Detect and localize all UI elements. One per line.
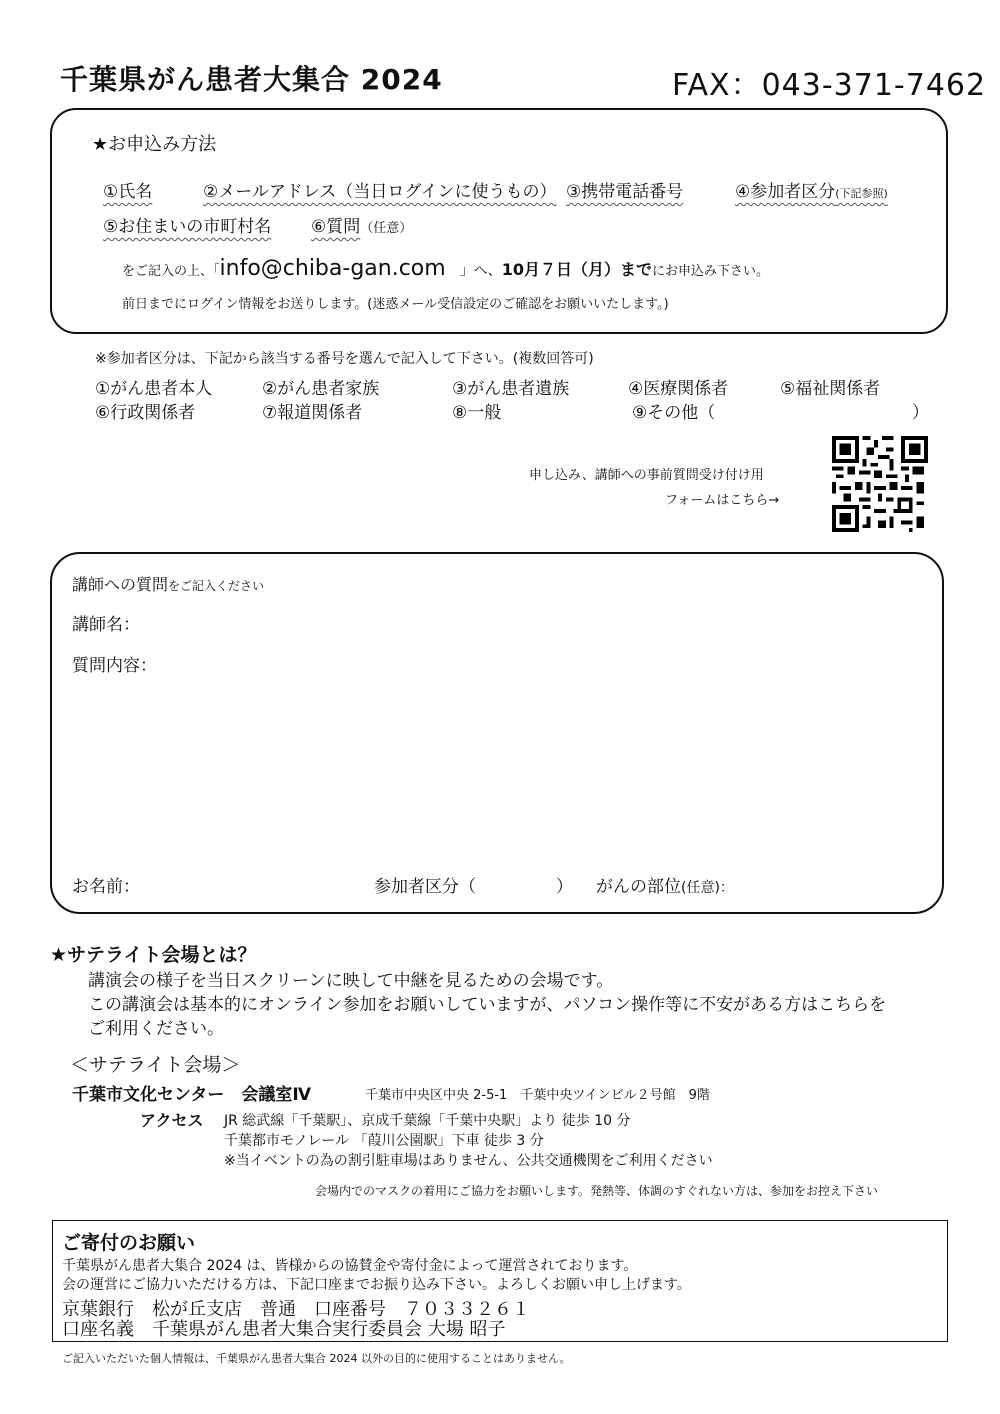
participant-category-close: ） [556,877,573,897]
item-question-label: ⑥質問 [311,217,361,237]
submit-instruction [122,256,769,281]
category-7: ⑦報道関係者 [262,403,363,423]
account-holder: 口座名義 千葉県がん患者大集合実行委員会 大場 昭子 [62,1319,506,1340]
instruction-mid: 」へ、 [459,263,502,279]
page-title: 千葉県がん患者大集合 2024 [60,63,443,96]
lecturer-name-label: 講師名： [72,615,140,635]
item-category-note: (下記参照) [835,187,888,200]
donation-para-1: 千葉県がん患者大集合 2024 は、皆様からの協賛金や寄付金によって運営されております。 [62,1258,638,1274]
item-category-label: ④参加者区分 [735,182,836,202]
name-label: お名前： [72,877,140,897]
qr-code[interactable] [832,436,928,532]
question-heading-main: 講師への質問 [72,575,169,594]
instruction-prefix: をご記入の上、「 [122,264,220,279]
privacy-footer: ご記入いただいた個人情報は、千葉県がん患者大集合 2024 以外の目的に使用することはありません。 [62,1352,571,1365]
category-1: ①がん患者本人 [95,379,213,399]
category-9-close: ） [912,403,929,423]
category-5: ⑤福祉関係者 [780,379,881,399]
item-phone: ③携帯電話番号 [566,182,684,202]
donation-heading: ご寄付のお願い [62,1232,196,1254]
donation-para-2: 会の運営にご協力いただける方は、下記口座までお振り込み下さい。よろしくお願い申し上げます。 [62,1277,691,1293]
item-question-note: （任意） [360,221,413,236]
access-line-1: JR 総武線「千葉駅」、京成千葉線「千葉中央駅」より 徒歩 10 分 [224,1113,631,1129]
category-2: ②がん患者家族 [262,379,380,399]
satellite-para-3: ご利用ください。 [88,1019,224,1039]
fax-number: FAX：043-371-7462 [672,68,987,103]
contact-email[interactable]: info@chiba-gan.com [219,256,446,281]
venue-heading: ＜サテライト会場＞ [70,1054,241,1076]
item-question [311,212,412,237]
access-label: アクセス [140,1111,204,1130]
venue-address: 千葉市中央区中央 2-5-1 千葉中央ツインビル２号館 9階 [365,1088,710,1103]
item-city: ⑤お住まいの市町村名 [103,217,272,237]
category-4: ④医療関係者 [628,379,729,399]
item-name: ①氏名 [103,182,153,202]
deadline: 10月７日（月）まで [501,260,652,279]
category-6: ⑥行政関係者 [95,403,196,423]
participant-category-label: 参加者区分（ [374,877,476,897]
question-box [50,552,944,914]
qr-caption-1: 申し込み、講師への事前質問受け付け用 [529,468,764,483]
cancer-site-text: がんの部位 [596,877,681,897]
access-line-3: ※当イベントの為の割引駐車場はありません、公共交通機関をご利用ください [224,1153,713,1169]
access-line-2: 千葉都市モノレール 「葭川公園駅」下車 徒歩 3 分 [224,1133,544,1149]
application-heading: ★お申込み方法 [92,134,217,155]
venue-name: 千葉市文化センター 会議室Ⅳ [72,1085,311,1105]
instruction-suffix: にお申込み下さい。 [651,264,769,279]
category-8: ⑧一般 [452,403,502,423]
mask-note: 会場内でのマスクの着用にご協力をお願いします。発熱等、体調のすぐれない方は、参加をお控え下さい [315,1184,879,1198]
category-3: ③がん患者遺族 [452,379,570,399]
question-heading-sub: をご記入ください [168,579,265,593]
question-content-label: 質問内容： [72,656,157,676]
satellite-para-2: この講演会は基本的にオンライン参加をお願いしていますが、パソコン操作等に不安がある方はこちらを [88,995,887,1015]
category-instruction: ※参加者区分は、下記から該当する番号を選んで記入して下さい。(複数回答可) [95,351,594,367]
item-email: ②メールアドレス（当日ログインに使うもの） [203,182,557,202]
login-info-note: 前日までにログイン情報をお送りします。(迷惑メール受信設定のご確認をお願いいたします。) [122,297,669,312]
question-heading [72,572,264,595]
item-category [735,177,888,202]
cancer-site-note: (任意)： [681,880,734,896]
satellite-para-1: 講演会の様子を当日スクリーンに映して中継を見るための会場です。 [88,971,614,991]
satellite-heading: ★サテライト会場とは？ [50,944,257,966]
qr-caption-2: フォームはこちら→ [665,493,780,508]
category-9: ⑨その他（ [632,403,716,423]
cancer-site-label [596,872,734,897]
bank-account: 京葉銀行 松が丘支店 普通 口座番号 ７０３３２６１ [62,1299,530,1320]
